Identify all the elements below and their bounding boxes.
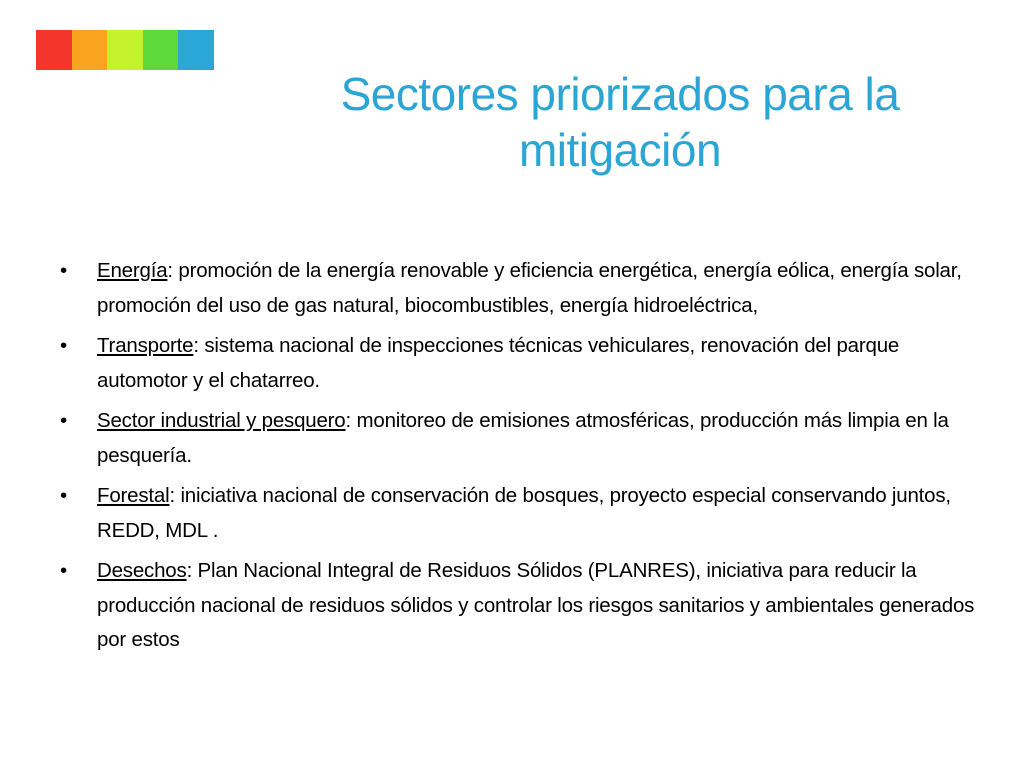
color-swatch-blue	[178, 30, 214, 70]
bullet-icon: •	[60, 409, 67, 432]
item-text: : iniciativa nacional de conservación de bosques, proyecto especial conservando juntos, REDD, MDL .	[97, 484, 951, 542]
item-term: Desechos	[97, 559, 187, 582]
list-item-energia	[58, 254, 978, 323]
item-term: Energía	[97, 259, 168, 282]
bullet-icon: •	[60, 334, 67, 357]
bullet-icon: •	[60, 259, 67, 282]
list-item-desechos	[58, 554, 978, 658]
list-item-forestal	[58, 479, 978, 548]
item-term: Forestal	[97, 484, 170, 507]
item-text: : monitoreo de emisiones atmosféricas, producción más limpia en la pesquería.	[97, 409, 949, 467]
item-term: Transporte	[97, 334, 194, 357]
list-item-industrial	[58, 404, 978, 473]
slide-title: Sectores priorizados para la mitigación	[340, 68, 900, 176]
list-item-transporte	[58, 329, 978, 398]
bullet-icon: •	[60, 484, 67, 507]
item-text: : Plan Nacional Integral de Residuos Sólidos (PLANRES), iniciativa para reducir la producción nacional de residuos sólidos y controlar los riesgos sanitarios y ambientales generados por estos	[97, 559, 975, 651]
bullet-list	[58, 254, 978, 664]
color-bar-logo	[36, 30, 214, 70]
item-text: : sistema nacional de inspecciones técnicas vehiculares, renovación del parque automotor y el chatarreo.	[97, 334, 900, 392]
color-swatch-green	[143, 30, 179, 70]
item-text: : promoción de la energía renovable y eficiencia energética, energía eólica, energía solar, promoción del uso de gas natural, biocombustibles, energía hidroeléctrica,	[97, 259, 962, 317]
color-swatch-lime	[107, 30, 143, 70]
item-term: Sector industrial y pesquero	[97, 409, 346, 432]
color-swatch-orange	[72, 30, 108, 70]
color-swatch-red	[36, 30, 72, 70]
bullet-icon: •	[60, 559, 67, 582]
